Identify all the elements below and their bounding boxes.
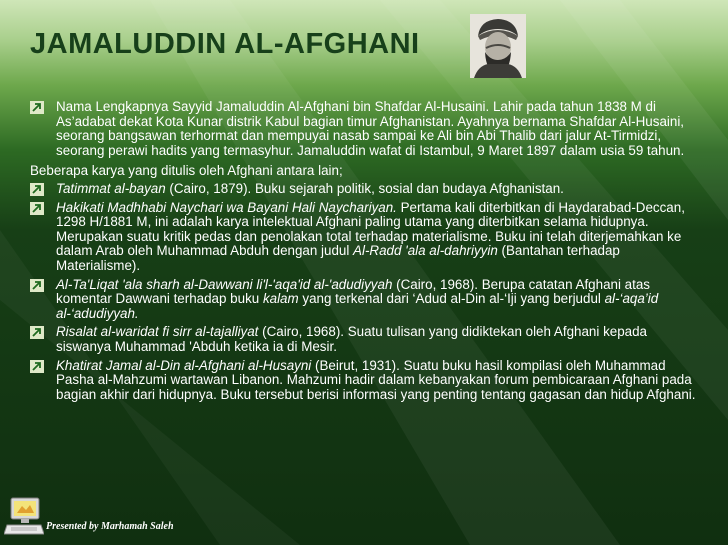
- arrow-up-right-icon: [30, 101, 44, 114]
- work-description: (Beirut, 1931). Suatu buku hasil kompilasi oleh Muhammad Pasha al-Mahzumi wartawan Libanon. Mahzumi hadir dalam kebanyakan forum pembicaraan Afghani pada bagian akhir dari hidupnya. Buku tersebut berisi informasi yang penting tentang gagasan dan hidup Afghani.: [56, 357, 696, 402]
- list-item-work: [30, 182, 698, 197]
- list-item-work: [30, 325, 698, 354]
- work-title: Tatimmat al-bayan: [56, 180, 166, 196]
- work-description: (Cairo, 1879). Buku sejarah politik, sosial dan budaya Afghanistan.: [165, 180, 564, 196]
- slide-title: JAMALUDDIN AL-AFGHANI: [30, 28, 420, 60]
- list-item-work: [30, 278, 698, 322]
- work-title: Al-Ta'Liqat 'ala sharh al-Dawwani li'l-'aqa'id al-'adudiyyah: [56, 276, 393, 292]
- work-description: Pertama kali diterbitkan di Haydarabad-Deccan, 1298 H/1881 M, ini adalah karya intelektual Afghani paling utama yang diterbitkan selama hidupnya. Merupakan suatu kritik pedas dan penolakan total terhadap materialisme. Buku ini telah diterjemahkan ke dalam Arab oleh Muhammad Abduh dengan judul: [56, 199, 685, 259]
- bio-text: Nama Lengkapnya Sayyid Jamaluddin Al-Afghani bin Shafdar Al-Husaini. Lahir pada tahun 1838 M di As’adabat dekat Kota Kunar distrik Kabul bagian timur Afghanistan. Ayahnya bernama Shafdar Al-Husaini, seorang bangsawan terhormat dan mempuyai nasab sampai ke Ali bin Abi Thalib dari jalur At-Tirmidzi, seorang perawi hadits yang termasyhur. Jamaluddin wafat di Istambul, 9 Maret 1897 dalam usia 59 tahun.: [56, 99, 685, 158]
- slide-body: [30, 100, 698, 406]
- arrow-up-right-icon: [30, 279, 44, 292]
- arrow-up-right-icon: [30, 183, 44, 196]
- list-item-bio: [30, 100, 698, 158]
- arrow-up-right-icon: [30, 202, 44, 215]
- list-item-work: [30, 201, 698, 274]
- work-description-end: (Bantahan terhadap Materialisme).: [56, 243, 620, 273]
- work-italic-term: kalam: [262, 291, 299, 307]
- portrait-photo: [470, 14, 526, 78]
- works-intro: Beberapa karya yang ditulis oleh Afghani antara lain;: [30, 163, 343, 179]
- arrow-up-right-icon: [30, 360, 44, 373]
- work-title: Hakikati Madhhabi Naychari wa Bayani Hali Naychariyan.: [56, 199, 397, 215]
- computer-icon: [4, 494, 44, 538]
- footer-credit: Presented by Marhamah Saleh: [46, 521, 174, 532]
- work-translation-title: Al-Radd 'ala al-dahriyyin: [353, 243, 498, 259]
- work-italic-title: al-‘aqa’id al-‘adudiyyah.: [56, 291, 659, 321]
- work-title: Risalat al-waridat fi sirr al-tajalliyat: [56, 324, 259, 340]
- list-item-work: [30, 359, 698, 403]
- work-description-mid: yang terkenal dari ‘Adud al-Din al-‘Iji yang berjudul: [298, 291, 605, 307]
- work-description: (Cairo, 1968). Suatu tulisan yang didiktekan oleh Afghani kepada siswanya Muhammad 'Abduh ketika ia di Mesir.: [56, 324, 647, 354]
- work-title: Khatirat Jamal al-Din al-Afghani al-Husayni: [56, 357, 312, 373]
- work-description: (Cairo, 1968). Berupa catatan Afghani atas komentar Dawwani terhadap buku: [56, 276, 650, 307]
- arrow-up-right-icon: [30, 326, 44, 339]
